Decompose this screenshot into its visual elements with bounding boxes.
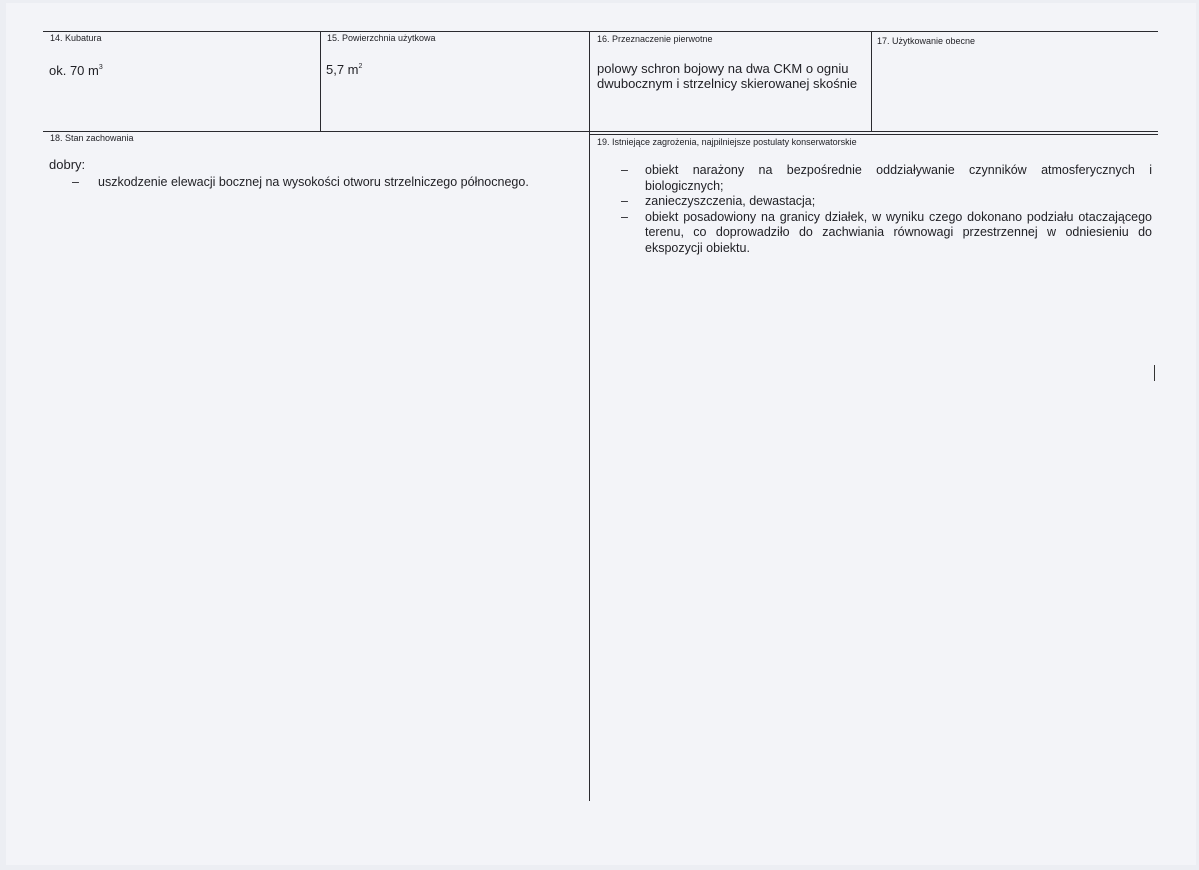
list-item bbox=[599, 210, 1152, 257]
field-15-value-text: 5,7 m bbox=[326, 62, 359, 77]
bullet-dash: – bbox=[621, 163, 628, 177]
list-item bbox=[599, 194, 1152, 210]
list-item-text: uszkodzenie elewacji bocznej na wysokości otworu strzelniczego północnego. bbox=[98, 175, 529, 189]
top-row-border bbox=[43, 31, 1158, 32]
field-15-label: 15. Powierzchnia użytkowa bbox=[327, 33, 436, 43]
field-17-label: 17. Użytkowanie obecne bbox=[877, 36, 976, 46]
field-14-value-superscript: 3 bbox=[98, 64, 103, 71]
list-item bbox=[49, 175, 584, 191]
list-item-text: obiekt posadowiony na granicy działek, w wyniku czego dokonano podziału otaczającego terenu, co doprowadziło do zachwiania równowagi przestrzennej w odniesieniu do ekspozycji obiektu. bbox=[645, 209, 1152, 255]
bullet-dash: – bbox=[621, 194, 628, 208]
field-19-label: 19. Istniejące zagrożenia, najpilniejsze postulaty konserwatorskie bbox=[597, 137, 857, 147]
field-16-label: 16. Przeznaczenie pierwotne bbox=[597, 34, 713, 44]
list-item bbox=[599, 163, 1152, 194]
field-14-value-text: ok. 70 m bbox=[49, 63, 99, 78]
col-divider-3 bbox=[871, 31, 872, 131]
bullet-dash: – bbox=[72, 175, 79, 189]
field-14-value bbox=[49, 63, 103, 78]
pen-mark bbox=[1154, 365, 1155, 381]
field-15-value bbox=[326, 62, 362, 77]
row-divider bbox=[43, 131, 1158, 132]
bullet-dash: – bbox=[621, 209, 628, 224]
col-divider-2 bbox=[589, 31, 590, 801]
field-19-list bbox=[599, 163, 1152, 256]
field-18-label: 18. Stan zachowania bbox=[50, 133, 134, 143]
field-18-intro: dobry: bbox=[49, 157, 86, 172]
list-item-text: zanieczyszczenia, dewastacja; bbox=[645, 194, 816, 208]
field-16-value: polowy schron bojowy na dwa CKM o ogniu dwubocznym i strzelnicy skierowanej skośnie bbox=[597, 61, 858, 91]
col-divider-1 bbox=[320, 31, 321, 131]
field-15-value-superscript: 2 bbox=[358, 63, 363, 70]
form-page bbox=[6, 3, 1196, 865]
field-19-top-border bbox=[589, 134, 1158, 135]
field-14-label: 14. Kubatura bbox=[50, 33, 102, 43]
field-18-list bbox=[49, 175, 584, 191]
list-item-text: obiekt narażony na bezpośrednie oddziaływanie czynników atmosferycznych i biologicznych; bbox=[645, 163, 1152, 193]
